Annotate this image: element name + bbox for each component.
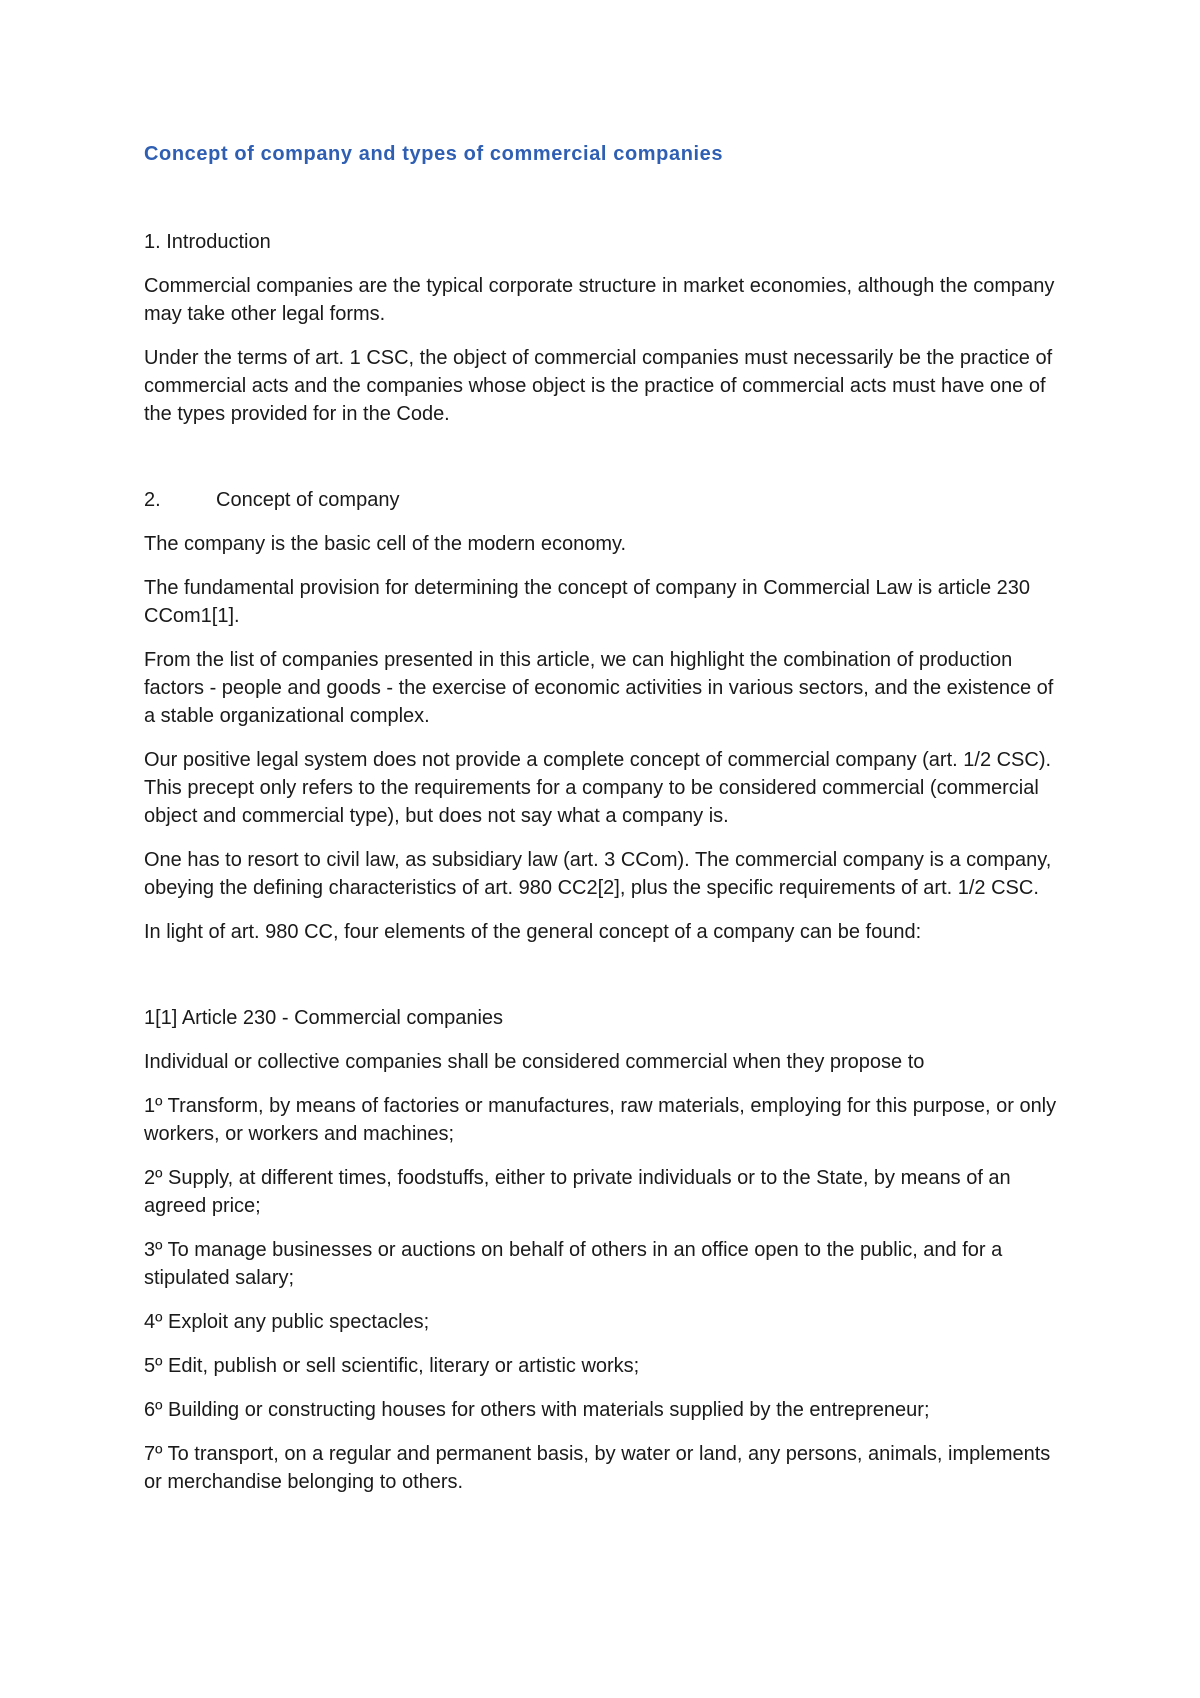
section-heading-concept-of-company (144, 486, 1064, 514)
paragraph: The company is the basic cell of the modern economy. (144, 533, 627, 555)
paragraph: The fundamental provision for determining the concept of company in Commercial Law is article 230 CCom1[1]. (144, 577, 1030, 627)
paragraph: In light of art. 980 CC, four elements of the general concept of a company can be found: (144, 921, 922, 943)
section-number: 2. (144, 489, 161, 511)
section-heading-introduction: 1. Introduction (144, 231, 271, 253)
paragraph: Our positive legal system does not provide a complete concept of commercial company (art. 1/2 CSC). This precept only refers to the requirements for a company to be considered commercial (commercial object and commercial type), but does not say what a company is. (144, 749, 1052, 827)
paragraph: From the list of companies presented in this article, we can highlight the combination of production factors - people and goods - the exercise of economic activities in various sectors, and the existence of a stable organizational complex. (144, 649, 1054, 727)
footnote-list-item: 1º Transform, by means of factories or manufactures, raw materials, employing for this purpose, or only workers, or workers and machines; (144, 1095, 1057, 1145)
footnote-heading: 1[1] Article 230 - Commercial companies (144, 1007, 504, 1029)
paragraph: Commercial companies are the typical corporate structure in market economies, although the company may take other legal forms. (144, 275, 1055, 325)
footnote-intro: Individual or collective companies shall be considered commercial when they propose to (144, 1051, 925, 1073)
footnote-list-item: 6º Building or constructing houses for others with materials supplied by the entrepreneur; (144, 1399, 930, 1421)
document-title: Concept of company and types of commercial companies (144, 143, 724, 165)
footnote-list-item: 5º Edit, publish or sell scientific, literary or artistic works; (144, 1355, 640, 1377)
footnote-list-item: 2º Supply, at different times, foodstuffs, either to private individuals or to the State, by means of an agreed price; (144, 1167, 1011, 1217)
document-body (144, 140, 1064, 1512)
paragraph: Under the terms of art. 1 CSC, the object of commercial companies must necessarily be the practice of commercial acts and the companies whose object is the practice of commercial acts must have one of the types provided for in the Code. (144, 347, 1053, 425)
footnote-list-item: 4º Exploit any public spectacles; (144, 1311, 430, 1333)
footnote-list-item: 7º To transport, on a regular and permanent basis, by water or land, any persons, animals, implements or merchandise belonging to others. (144, 1443, 1051, 1493)
section-heading-text: Concept of company (216, 489, 400, 511)
footnote-list-item: 3º To manage businesses or auctions on behalf of others in an office open to the public, and for a stipulated salary; (144, 1239, 1003, 1289)
paragraph: One has to resort to civil law, as subsidiary law (art. 3 CCom). The commercial company is a company, obeying the defining characteristics of art. 980 CC2[2], plus the specific requirements of art. 1/2 CSC. (144, 849, 1052, 899)
